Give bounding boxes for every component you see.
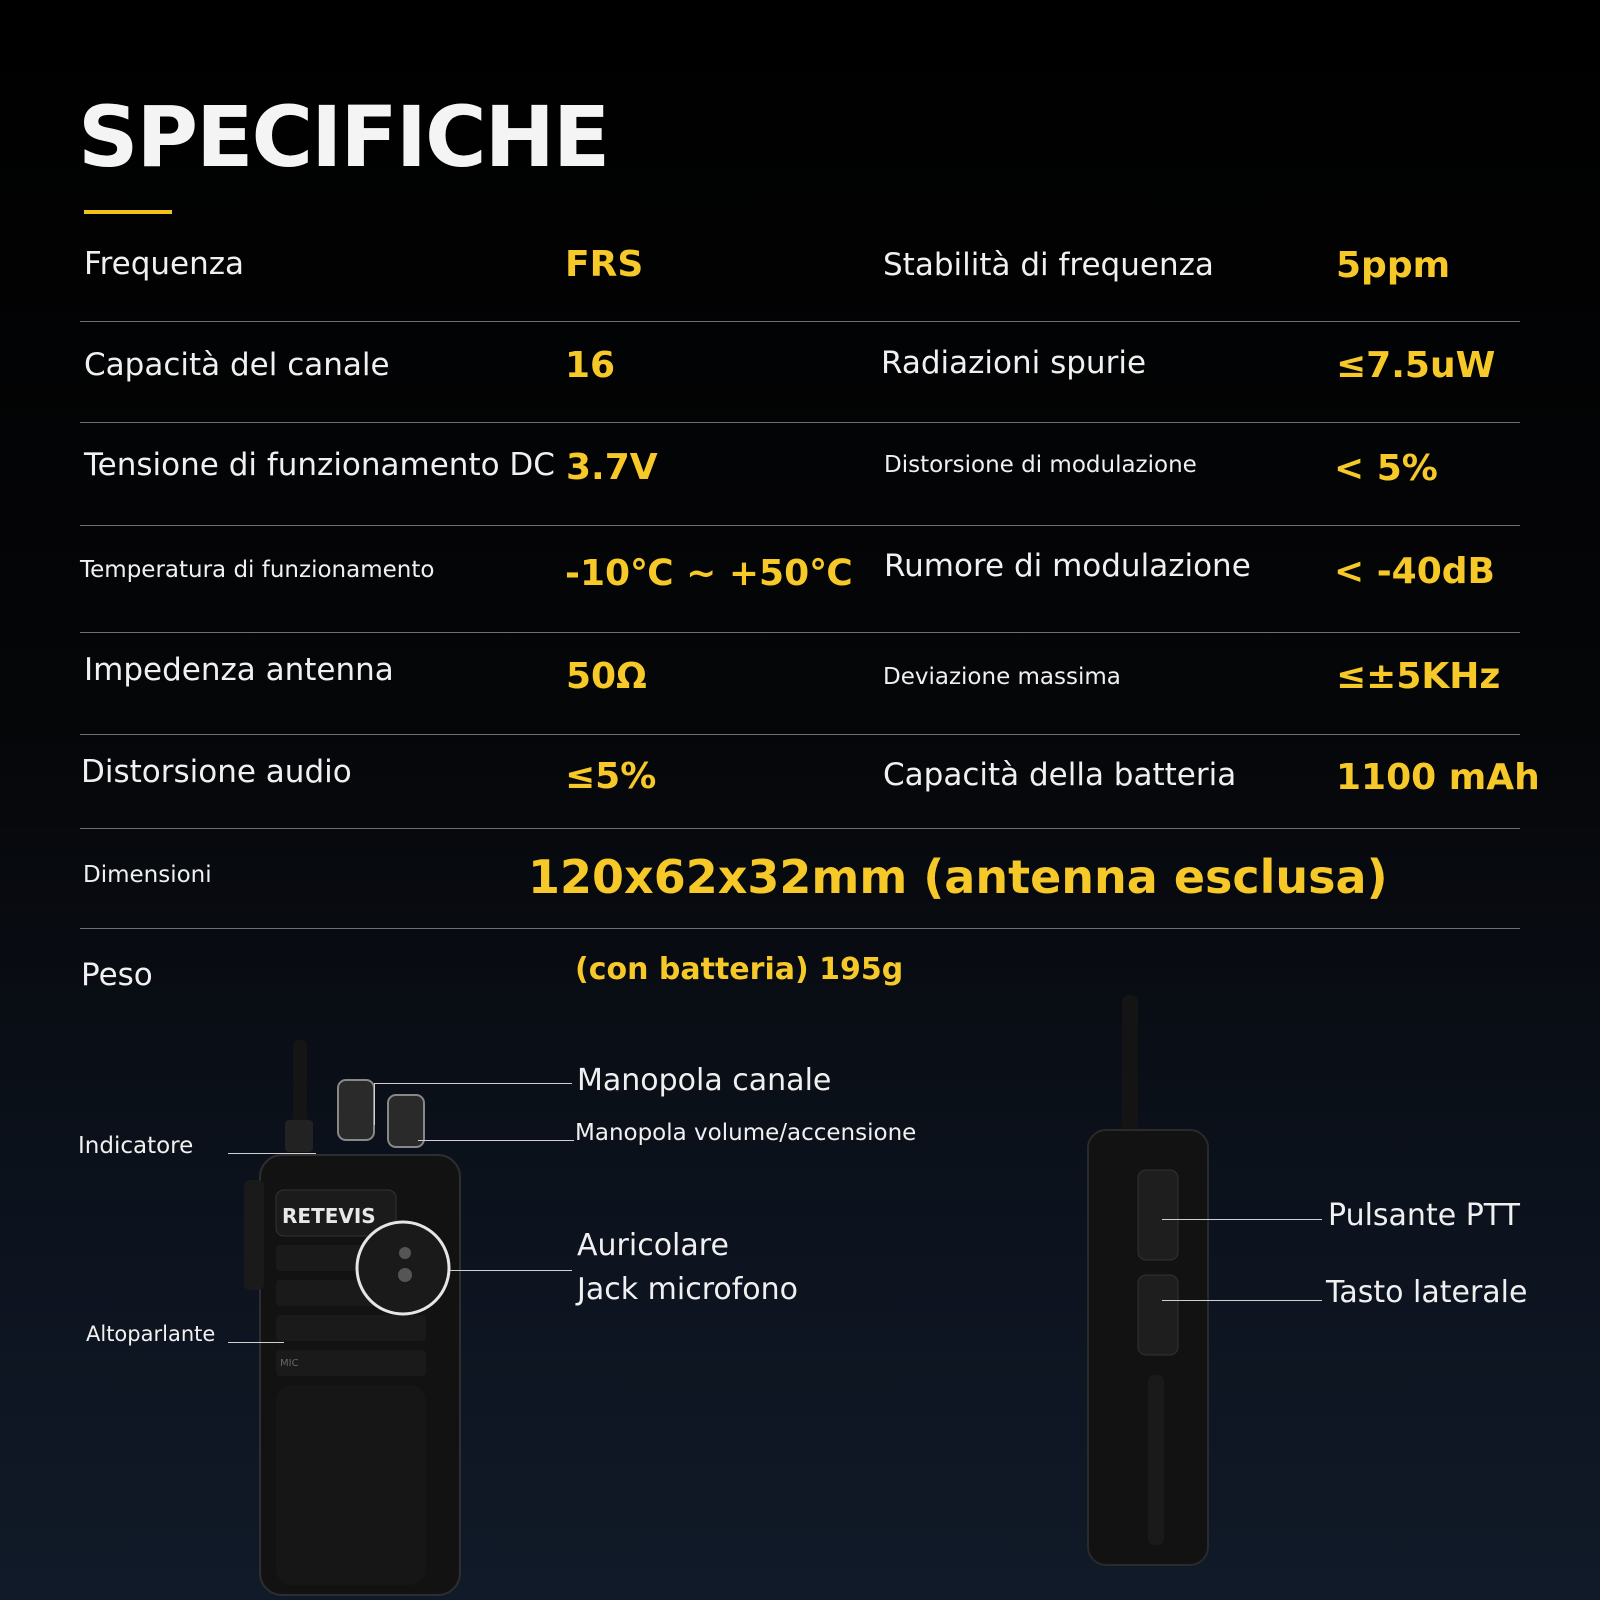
row-separator <box>80 321 1520 322</box>
row-separator <box>80 422 1520 423</box>
spec-value-capacita-canale: 16 <box>565 345 616 386</box>
spec-label-peso: Peso <box>81 957 153 993</box>
radio-side-image <box>1080 995 1230 1575</box>
spec-label-frequenza: Frequenza <box>84 246 245 282</box>
spec-value-frequenza: FRS <box>565 244 644 285</box>
spec-label-dimensioni: Dimensioni <box>83 862 212 888</box>
spec-value-batteria: 1100 mAh <box>1336 757 1540 798</box>
callout-line <box>374 1083 375 1125</box>
spec-label-impedenza: Impedenza antenna <box>84 652 394 688</box>
spec-label-rumore: Rumore di modulazione <box>884 548 1251 584</box>
row-separator <box>80 928 1520 929</box>
spec-value-stabilita: 5ppm <box>1336 245 1451 286</box>
row-separator <box>80 734 1520 735</box>
row-separator <box>80 632 1520 633</box>
callout-line <box>418 1140 574 1141</box>
brand-logo: RETEVIS <box>282 1204 376 1228</box>
spec-value-radiazioni: ≤7.5uW <box>1336 345 1496 386</box>
callout-auricolare: Auricolare <box>577 1228 729 1263</box>
row-separator <box>80 828 1520 829</box>
spec-value-dimensioni: 120x62x32mm (antenna esclusa) <box>528 850 1388 904</box>
spec-value-impedenza: 50Ω <box>566 656 647 697</box>
spec-label-deviazione: Deviazione massima <box>883 664 1121 690</box>
callout-line <box>1162 1219 1322 1220</box>
callout-line <box>228 1342 284 1343</box>
title-accent-underline <box>84 210 172 214</box>
spec-value-peso: (con batteria) 195g <box>575 952 904 987</box>
svg-text:MIC: MIC <box>280 1358 299 1369</box>
radio-front-image <box>230 1040 490 1600</box>
spec-label-batteria: Capacità della batteria <box>883 757 1237 793</box>
callout-tasto-laterale: Tasto laterale <box>1326 1275 1528 1310</box>
spec-label-radiazioni: Radiazioni spurie <box>881 345 1147 381</box>
spec-value-distorsione-mod: < 5% <box>1334 448 1438 489</box>
spec-label-capacita-canale: Capacità del canale <box>84 347 390 383</box>
spec-label-distorsione-mod: Distorsione di modulazione <box>884 452 1197 478</box>
row-separator <box>80 525 1520 526</box>
spec-value-distorsione-audio: ≤5% <box>565 756 657 797</box>
page-title: SPECIFICHE <box>78 88 609 186</box>
callout-line <box>1162 1300 1322 1301</box>
spec-value-deviazione: ≤±5KHz <box>1336 656 1501 697</box>
callout-manopola-volume: Manopola volume/accensione <box>575 1120 917 1146</box>
spec-value-tensione: 3.7V <box>566 447 658 488</box>
callout-line <box>374 1083 572 1084</box>
callout-line <box>450 1270 572 1271</box>
spec-label-distorsione-audio: Distorsione audio <box>81 754 352 790</box>
callout-jack: Jack microfono <box>577 1272 799 1307</box>
spec-value-temperatura: -10℃ ~ +50℃ <box>565 553 853 594</box>
callout-indicatore: Indicatore <box>78 1133 194 1159</box>
callout-line <box>228 1153 316 1154</box>
spec-label-temperatura: Temperatura di funzionamento <box>80 557 435 583</box>
callout-ptt: Pulsante PTT <box>1328 1198 1520 1233</box>
callout-altoparlante: Altoparlante <box>86 1322 216 1346</box>
spec-label-stabilita: Stabilità di frequenza <box>883 247 1214 283</box>
spec-label-tensione: Tensione di funzionamento DC <box>84 447 555 483</box>
callout-manopola-canale: Manopola canale <box>577 1063 832 1098</box>
spec-value-rumore: < -40dB <box>1334 551 1495 592</box>
